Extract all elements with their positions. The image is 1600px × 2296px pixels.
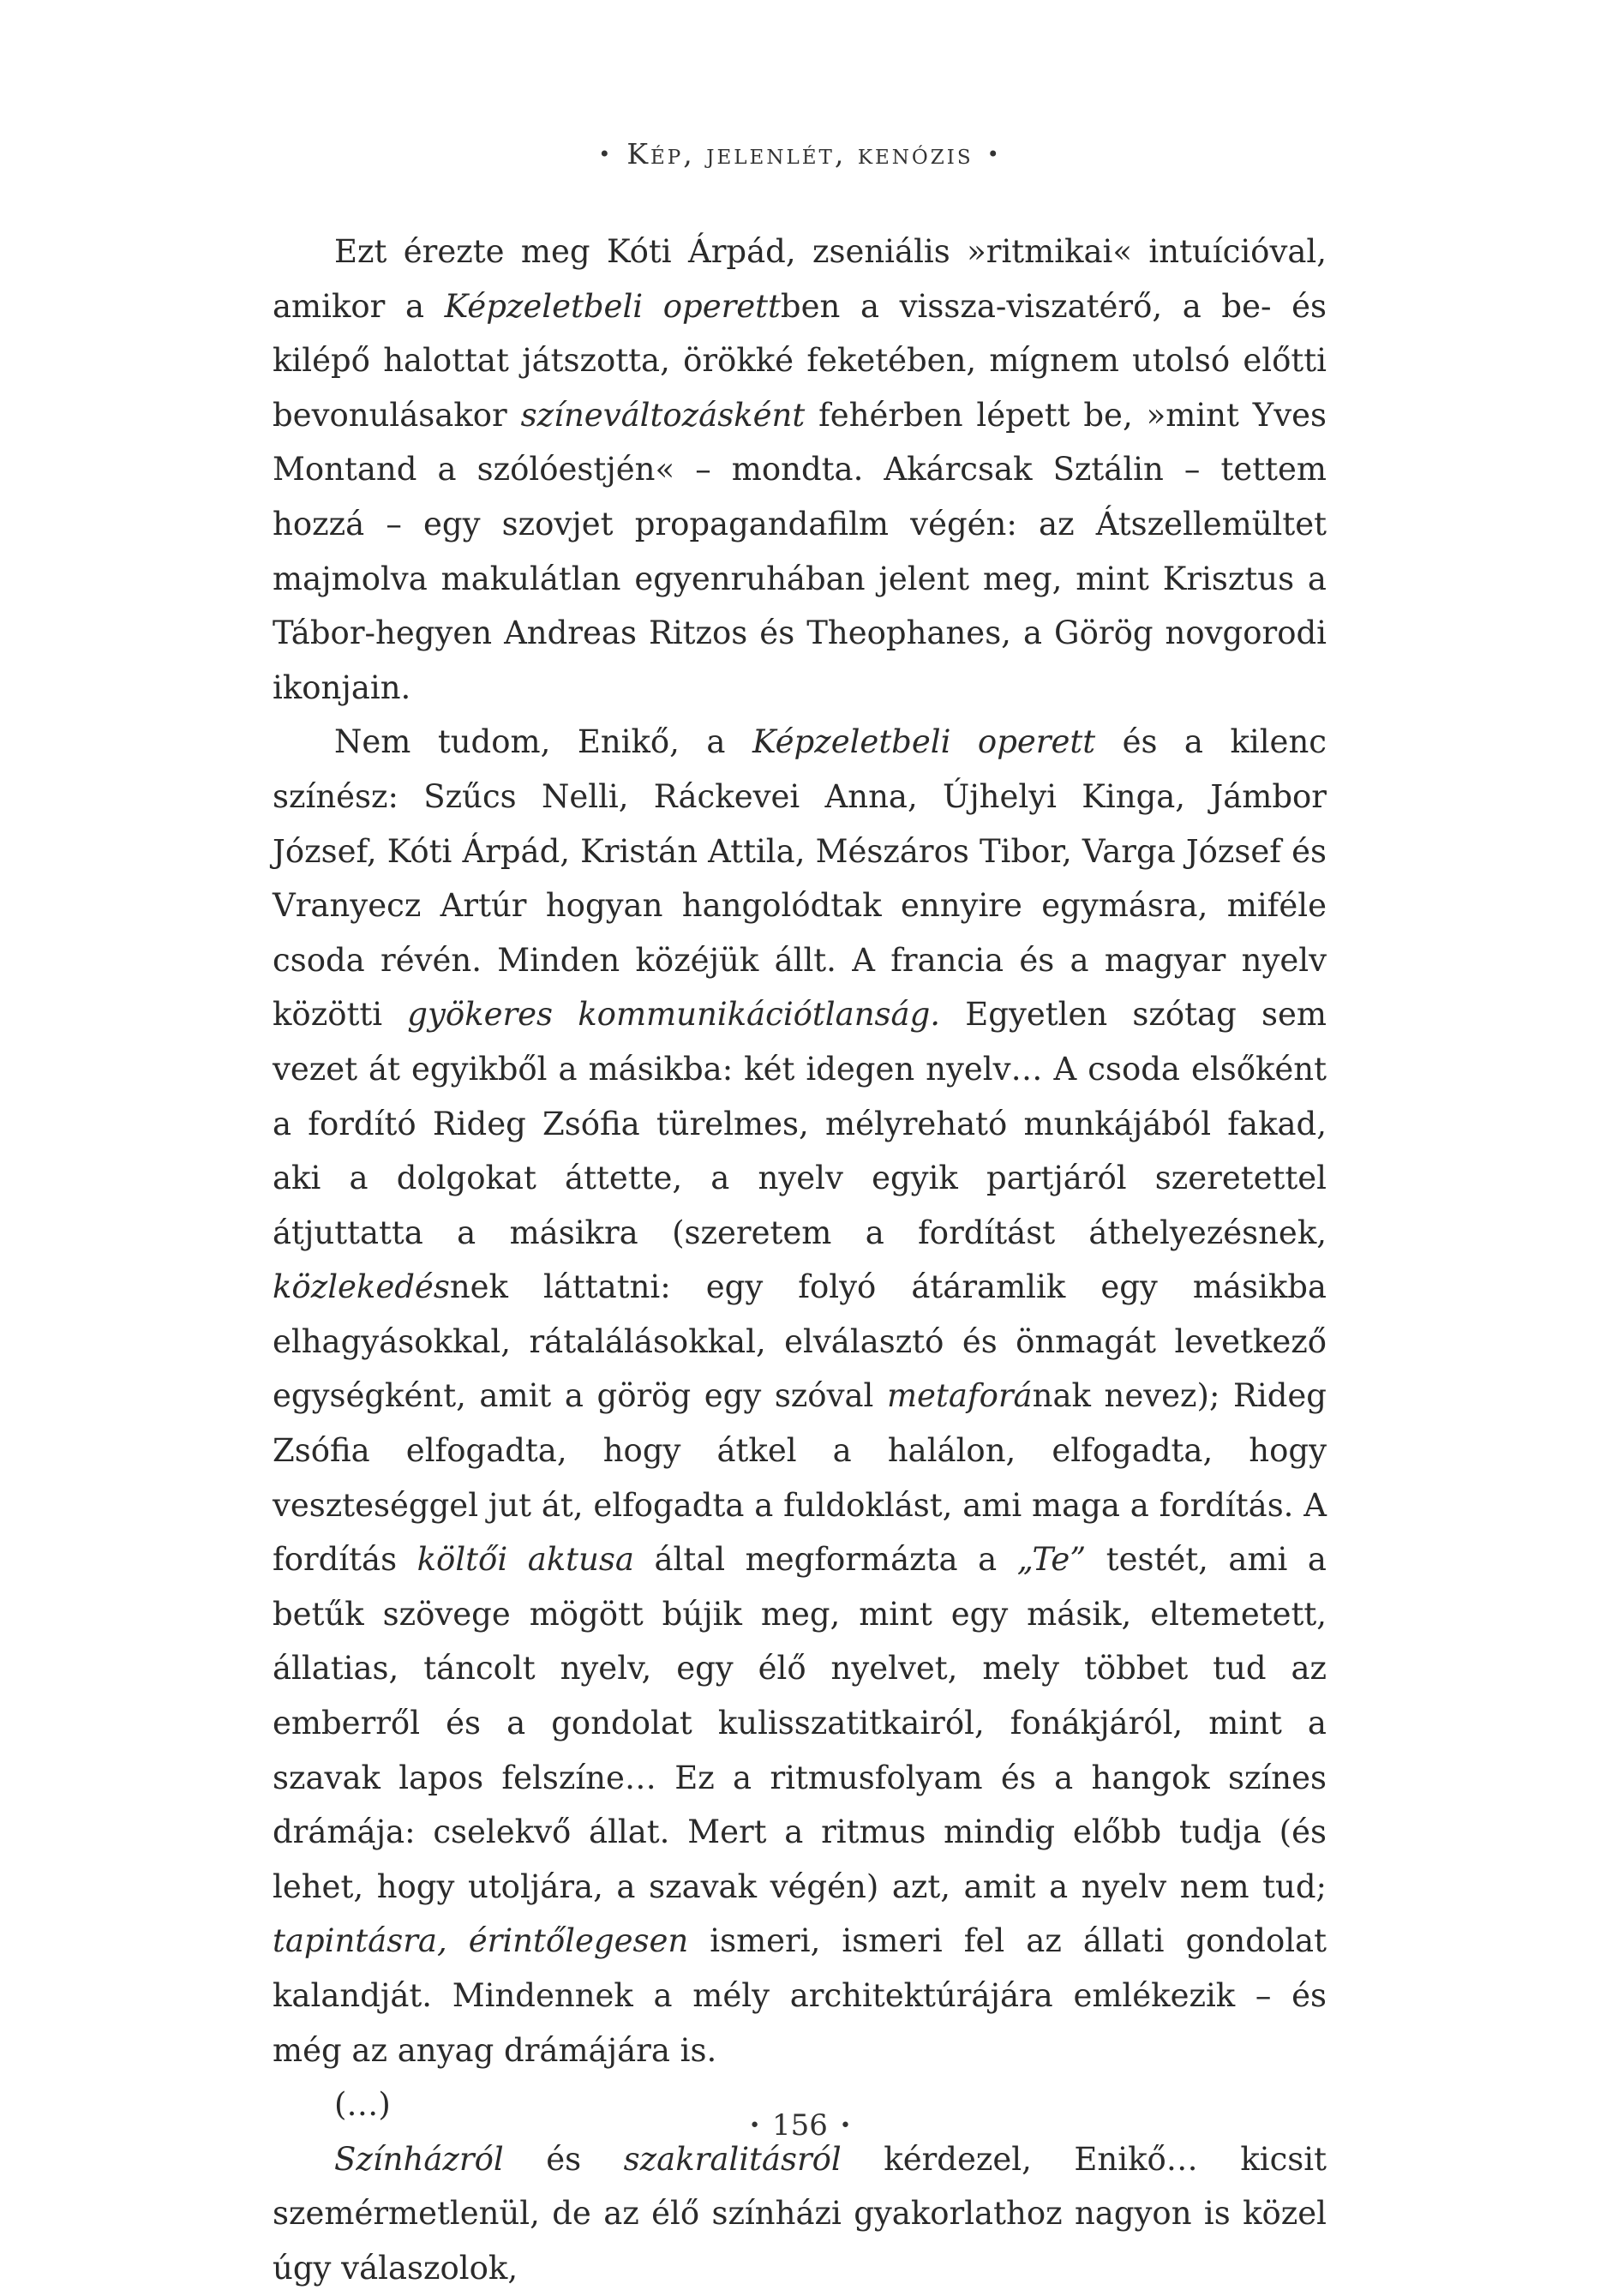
bullet-ornament: • xyxy=(749,2115,761,2137)
bullet-ornament: • xyxy=(839,2115,851,2137)
italic-run: Színházról xyxy=(334,2140,504,2178)
text-run: nek láttatni: egy folyó átáramlik egy másikba elhagyásokkal, rátalálásokkal, elválasztó és önmagát levetkező egységként, amit a görög egy szóval xyxy=(273,1268,1327,1415)
italic-run: tapintásra, érintőlegesen xyxy=(273,1922,689,1960)
italic-run: gyökeres kommunikációtlanság. xyxy=(407,996,941,1034)
italic-run: közlekedés xyxy=(273,1268,450,1306)
text-run: testét, ami a betűk szövege mögött bújik meg, mint egy másik, eltemetett, állatias, táncolt nyelv, egy élő nyelvet, mely többet tud az emberről és a gondolat kulisszatitkairól, fonákjáról, mint a szavak lapos felszíne… Ez a ritmusfolyam és a hangok színes drámája: cselekvő állat. Mert a ritmus mindig előbb tudja (és lehet, hogy utoljára, a szavak végén) azt, amit a nyelv nem tud; xyxy=(273,1541,1327,1905)
text-run: nak nevez); Rideg Zsófia elfogadta, hogy átkel a halálon, elfogadta, hogy veszteséggel jut át, elfogadta a fuldoklást, ami maga a fordítás. A fordítás xyxy=(273,1377,1327,1579)
running-head-title: Kép, jelenlét, kenózis xyxy=(626,137,974,171)
italic-run: „Te” xyxy=(1016,1541,1087,1579)
text-run: Ezt érezte meg Kóti Árpád, zseniális »ritmikai« intuícióval, amikor a xyxy=(273,233,1327,325)
paragraph xyxy=(273,2132,1327,2296)
italic-run: költői aktusa xyxy=(416,1541,634,1579)
italic-run: Képzeletbeli operett xyxy=(752,723,1096,761)
bullet-ornament: • xyxy=(986,142,1002,166)
text-run: ismeri, ismeri fel az állati gondolat kalandját. Mindennek a mély architektúrájára emlékezik – és még az anyag drámájára is. xyxy=(273,1922,1327,2069)
italic-run: Képzeletbeli operett xyxy=(444,287,781,325)
text-run: fehérben lépett be, »mint Yves Montand a szólóestjén« – mondta. Akárcsak Sztálin – tettem hozzá – egy szovjet propagandafilm végén: az Átszellemültet majmolva makulátlan egyenruhában jelent meg, mint Krisztus a Tábor-hegyen Andreas Ritzos és Theophanes, a Görög novgorodi ikonjain. xyxy=(273,396,1327,706)
text-run: Nem tudom, Enikő, a xyxy=(334,723,752,761)
page-number-value: 156 xyxy=(772,2108,828,2143)
text-run: Egyetlen szótag sem vezet át egyikből a másikba: két idegen nyelv… A csoda elsőként a fordító Rideg Zsófia türelmes, mélyreható munkájából fakad, aki a dolgokat áttette, a nyelv egyik partjáról szeretettel átjuttatta a másikra (szeretem a fordítást áthelyezésnek, xyxy=(273,996,1327,1251)
italic-run: szakralitásról xyxy=(623,2140,842,2178)
text-run: ben a vissza-viszatérő, a be- és kilépő halottat játszotta, örökké feketében, mígnem utolsó előtti bevonulásakor xyxy=(273,287,1327,434)
paragraph xyxy=(273,715,1327,2077)
page-number xyxy=(0,2108,1600,2143)
paragraph xyxy=(273,225,1327,715)
body-text xyxy=(273,225,1327,2296)
text-run: által megformázta a xyxy=(633,1541,1017,1579)
bullet-ornament: • xyxy=(598,142,614,166)
italic-run: színeváltozásként xyxy=(520,396,806,434)
running-head xyxy=(0,137,1600,171)
text-run: és xyxy=(503,2140,624,2178)
text-run: (…) xyxy=(334,2086,391,2124)
italic-run: metaforá xyxy=(886,1377,1033,1415)
text-run: kérdezel, Enikő… kicsit szemérmetlenül, de az élő színházi gyakorlathoz nagyon is közel úgy válaszolok, xyxy=(273,2140,1327,2287)
text-run: és a kilenc színész: Szűcs Nelli, Ráckevei Anna, Újhelyi Kinga, Jámbor József, Kóti Árpád, Kristán Attila, Mészáros Tibor, Varga József és Vranyecz Artúr hogyan hangolódtak ennyire egymásra, miféle csoda révén. Minden közéjük állt. A francia és a magyar nyelv közötti xyxy=(273,723,1327,1034)
